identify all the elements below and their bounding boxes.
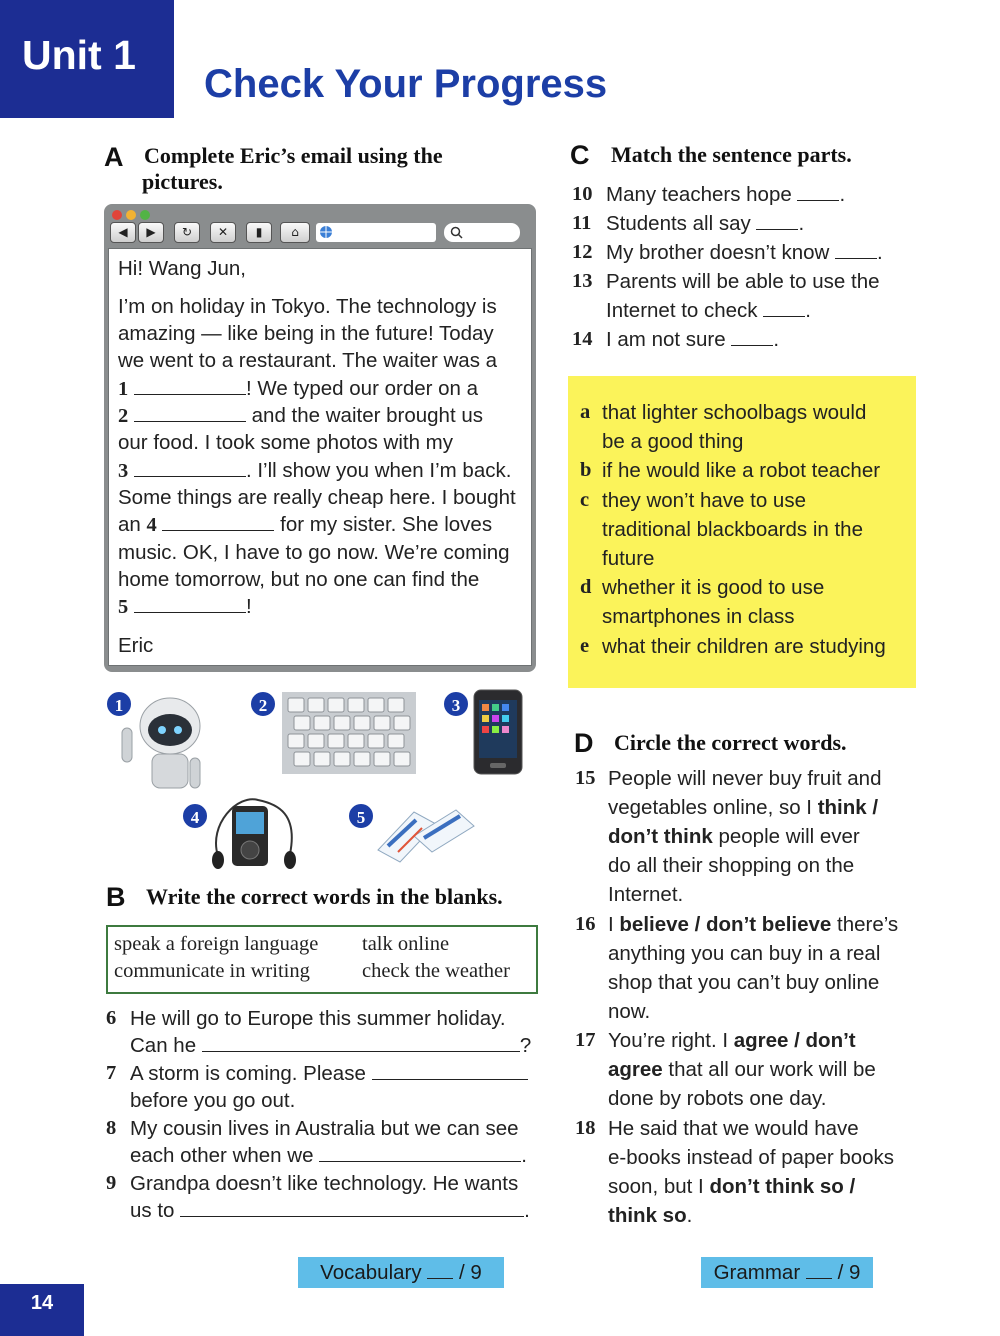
unit-label: Unit 1 — [22, 32, 136, 78]
email-text: . I’ll show you when I’m back. — [245, 459, 512, 482]
answer-blank[interactable] — [756, 229, 798, 230]
email-line: we went to a restaurant. The waiter was a — [118, 349, 498, 372]
bookmark-icon[interactable]: ▮ — [246, 222, 272, 243]
option-text: smartphones in class — [602, 605, 795, 628]
question-text: done by robots one day. — [608, 1087, 827, 1110]
email-text: an — [118, 513, 141, 536]
question-number: 13 — [572, 270, 593, 292]
picture-number-badge: 1 — [105, 690, 133, 718]
question-text: before you go out. — [130, 1089, 296, 1112]
word-option: talk online — [362, 933, 450, 955]
question-text — [608, 796, 878, 820]
section-c-letter: C — [570, 140, 590, 170]
email-text: and the waiter brought us — [251, 404, 484, 427]
answer-blank[interactable] — [134, 612, 246, 613]
question-text: people will ever — [712, 825, 860, 848]
section-a-instruction-line-2: pictures. — [142, 169, 223, 194]
question-text — [130, 1144, 527, 1168]
word-box — [106, 925, 538, 994]
keyboard-picture — [282, 692, 416, 774]
question-text — [608, 913, 898, 937]
smartphone-picture — [472, 688, 524, 776]
question-text: I am not sure — [606, 328, 726, 351]
option-text: that lighter schoolbags would — [602, 401, 867, 424]
question-text: ? — [519, 1034, 532, 1057]
blank-number: 3 — [118, 460, 129, 482]
question-text: shop that you can’t buy online — [608, 971, 880, 994]
question-text: I — [608, 913, 620, 936]
forward-arrow-icon[interactable]: ▶ — [138, 222, 164, 243]
address-bar[interactable] — [316, 223, 436, 242]
answer-blank[interactable] — [319, 1161, 521, 1162]
email-line: home tomorrow, but no one can find the — [118, 568, 480, 591]
tickets-picture — [374, 806, 478, 868]
email-body — [108, 248, 532, 666]
question-text: . — [805, 299, 811, 322]
question-text — [608, 1029, 856, 1053]
word-option: check the weather — [362, 960, 510, 982]
question-text: anything you can buy in a real — [608, 942, 881, 965]
option-letter: b — [580, 459, 592, 481]
score-blank[interactable] — [427, 1278, 453, 1279]
option-text: be a good thing — [602, 430, 744, 453]
question-text: Internet. — [608, 883, 684, 906]
word-option: communicate in writing — [114, 960, 310, 982]
unit-tab — [0, 0, 174, 118]
question-text: each other when we — [130, 1144, 314, 1167]
question-text — [608, 825, 860, 849]
question-text: Many teachers hope — [606, 183, 792, 206]
question-text — [608, 1175, 855, 1199]
question-text: Can he — [130, 1034, 197, 1057]
question-text — [608, 1058, 876, 1082]
option-letter: a — [580, 401, 591, 423]
word-choice[interactable]: believe / don’t believe — [619, 913, 832, 936]
question-number: 17 — [575, 1029, 596, 1051]
answer-blank[interactable] — [835, 258, 877, 259]
answer-blank[interactable] — [180, 1216, 524, 1217]
answer-blank[interactable] — [763, 316, 805, 317]
question-number: 6 — [106, 1007, 117, 1029]
question-text: . — [877, 241, 883, 264]
question-text — [606, 328, 779, 352]
vocabulary-total: / 9 — [459, 1261, 482, 1284]
option-letter: e — [580, 635, 590, 657]
answer-blank[interactable] — [134, 476, 246, 477]
option-text: they won’t have to use — [602, 489, 806, 512]
question-text: . — [521, 1144, 527, 1167]
question-text: He said that we would have — [608, 1117, 859, 1140]
email-greeting: Hi! Wang Jun, — [118, 257, 246, 280]
question-text: do all their shopping on the — [608, 854, 855, 877]
section-a-instruction-line-1: Complete Eric’s email using the — [144, 143, 443, 168]
option-text: future — [602, 547, 655, 570]
answer-blank[interactable] — [797, 200, 839, 201]
browser-toolbar — [104, 204, 536, 248]
email-signature: Eric — [118, 634, 154, 657]
email-text: ! We typed our order on a — [245, 377, 479, 400]
page-title: Check Your Progress — [204, 62, 608, 106]
answer-blank[interactable] — [202, 1051, 520, 1052]
question-text: My brother doesn’t know — [606, 241, 830, 264]
question-text: e-books instead of paper books — [608, 1146, 895, 1169]
question-number: 10 — [572, 183, 593, 205]
question-number: 16 — [575, 913, 596, 935]
email-line — [118, 404, 483, 428]
answer-blank[interactable] — [731, 345, 773, 346]
question-text: Grandpa doesn’t like technology. He wants — [130, 1172, 519, 1195]
question-text: He will go to Europe this summer holiday. — [130, 1007, 506, 1030]
question-text: there’s — [831, 913, 899, 936]
email-text: ! — [245, 595, 252, 618]
grammar-total: / 9 — [837, 1261, 861, 1284]
word-option: speak a foreign language — [114, 933, 319, 955]
question-number: 7 — [106, 1062, 117, 1084]
word-choice[interactable]: think so — [608, 1204, 687, 1227]
picture-number-badge: 2 — [249, 690, 277, 718]
picture-number-badge: 3 — [442, 690, 470, 718]
grammar-score-box — [701, 1257, 873, 1288]
grammar-label: Grammar — [713, 1261, 801, 1284]
blank-number: 1 — [118, 378, 129, 400]
question-text: . — [773, 328, 780, 351]
option-text: traditional blackboards in the — [602, 518, 863, 541]
page-number: 14 — [0, 1284, 84, 1336]
question-text: Students all say — [606, 212, 751, 235]
question-text: Internet to check — [606, 299, 758, 322]
question-text: soon, but I — [608, 1175, 710, 1198]
refresh-icon[interactable]: ↻ — [174, 222, 200, 243]
question-text: . — [524, 1199, 530, 1222]
question-text: My cousin lives in Australia but we can see — [130, 1117, 519, 1140]
picture-number-badge: 5 — [347, 802, 375, 830]
word-choice[interactable]: agree — [608, 1058, 663, 1081]
question-text — [130, 1199, 530, 1223]
question-text — [130, 1034, 531, 1058]
email-line — [118, 595, 252, 619]
question-number: 9 — [106, 1172, 117, 1194]
email-line: our food. I took some photos with my — [118, 431, 453, 454]
question-text — [606, 241, 883, 265]
picture-number-badge: 4 — [181, 802, 209, 830]
vocabulary-score-box — [298, 1257, 504, 1288]
question-text: . — [798, 212, 805, 235]
email-line: amazing — like being in the future! Today — [118, 322, 494, 345]
section-a-letter: A — [104, 142, 124, 172]
answer-blank[interactable] — [134, 421, 246, 422]
question-text — [606, 183, 845, 207]
question-text: You’re right. I — [608, 1029, 734, 1052]
email-line — [118, 513, 492, 537]
browser-window — [104, 204, 536, 672]
email-line: music. OK, I have to go now. We’re coming — [118, 541, 510, 564]
question-number: 15 — [575, 767, 596, 789]
question-text: that all our work will be — [662, 1058, 876, 1081]
word-choice[interactable]: don’t think so / — [709, 1175, 856, 1198]
answer-options-box — [568, 376, 916, 688]
back-arrow-icon[interactable]: ◀ — [110, 222, 136, 243]
section-c-instruction: Match the sentence parts. — [611, 142, 852, 167]
email-text: for my sister. She loves — [280, 513, 493, 536]
blank-number: 5 — [118, 596, 129, 618]
word-choice[interactable]: don’t think — [608, 825, 713, 848]
section-d-letter: D — [574, 728, 594, 758]
question-text — [606, 212, 804, 236]
question-number: 18 — [575, 1117, 596, 1139]
question-text: vegetables online, so I — [608, 796, 818, 819]
minimize-dot-icon[interactable] — [126, 210, 136, 220]
question-text: us to — [130, 1199, 175, 1222]
close-dot-icon[interactable] — [112, 210, 122, 220]
stop-icon[interactable]: ✕ — [210, 222, 236, 243]
section-b-letter: B — [106, 882, 126, 912]
question-number: 11 — [572, 212, 592, 234]
word-choice[interactable]: think / — [817, 796, 879, 819]
email-line — [118, 377, 478, 401]
option-text: whether it is good to use — [602, 576, 825, 599]
mp3-player-picture — [208, 794, 304, 874]
vocabulary-label: Vocabulary — [320, 1261, 422, 1284]
question-text — [608, 1204, 692, 1228]
question-text: People will never buy fruit and — [608, 767, 882, 790]
section-d-instruction: Circle the correct words. — [614, 730, 847, 755]
search-bar[interactable] — [444, 223, 520, 242]
question-text: now. — [608, 1000, 651, 1023]
search-icon — [450, 226, 464, 240]
globe-icon — [319, 225, 333, 239]
section-b-instruction: Write the correct words in the blanks. — [146, 884, 503, 909]
maximize-dot-icon[interactable] — [140, 210, 150, 220]
blank-number: 4 — [146, 514, 157, 536]
blank-number: 2 — [118, 405, 129, 427]
answer-blank[interactable] — [372, 1079, 528, 1080]
question-text: A storm is coming. Please — [130, 1062, 366, 1085]
option-letter: d — [580, 576, 592, 598]
question-text: Parents will be able to use the — [606, 270, 880, 293]
question-text: . — [839, 183, 846, 206]
answer-blank[interactable] — [162, 530, 274, 531]
question-text — [130, 1062, 528, 1086]
option-text: if he would like a robot teacher — [602, 459, 881, 482]
option-letter: c — [580, 489, 590, 511]
email-line: Some things are really cheap here. I bought — [118, 486, 516, 509]
email-line: I’m on holiday in Tokyo. The technology is — [118, 295, 497, 318]
word-choice[interactable]: agree / don’t — [733, 1029, 856, 1052]
question-text — [606, 299, 811, 323]
answer-blank[interactable] — [134, 394, 246, 395]
question-number: 12 — [572, 241, 593, 263]
home-icon[interactable]: ⌂ — [280, 222, 310, 243]
question-number: 8 — [106, 1117, 117, 1139]
score-blank[interactable] — [806, 1278, 832, 1279]
question-text: . — [686, 1204, 693, 1227]
email-line — [118, 459, 511, 483]
question-number: 14 — [572, 328, 593, 350]
option-text: what their children are studying — [602, 635, 886, 658]
